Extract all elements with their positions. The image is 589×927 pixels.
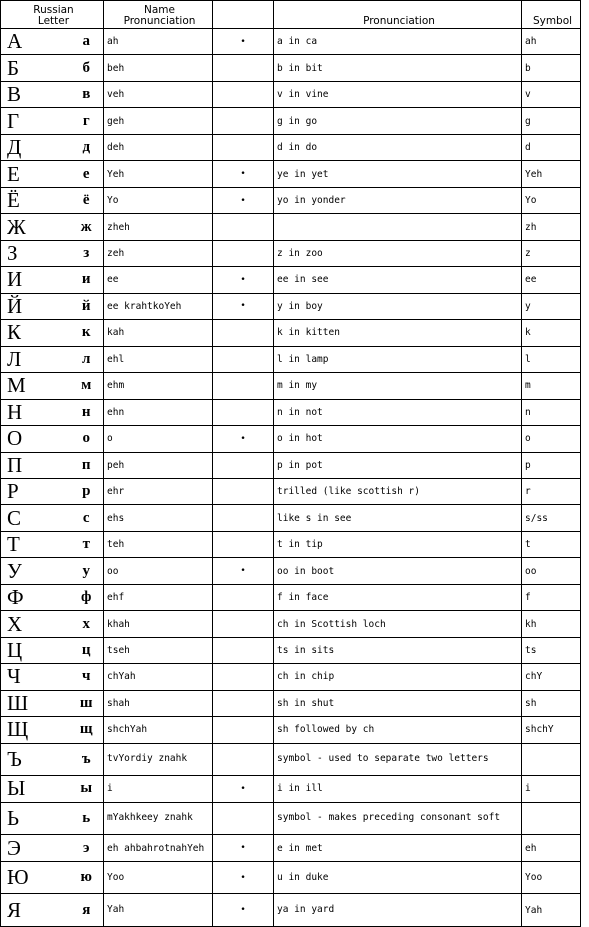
table-row xyxy=(1,743,581,776)
lowercase-letter: щ xyxy=(70,717,104,743)
transliteration-symbol: ts xyxy=(522,637,581,663)
lowercase-letter: й xyxy=(70,293,104,319)
name-pronunciation: geh xyxy=(104,108,213,134)
vowel-marker xyxy=(213,134,274,160)
lowercase-letter: ф xyxy=(70,584,104,610)
lowercase-letter: ы xyxy=(70,776,104,802)
name-pronunciation: ah xyxy=(104,29,213,55)
table-row xyxy=(1,558,581,584)
header-symbol: Symbol xyxy=(522,1,581,29)
vowel-marker xyxy=(213,214,274,240)
header-name-pronunciation: Name Pronunciation xyxy=(104,1,213,29)
table-row xyxy=(1,505,581,531)
uppercase-letter: Ь xyxy=(1,802,70,835)
table-row xyxy=(1,861,581,894)
lowercase-letter: г xyxy=(70,108,104,134)
pronunciation: u in duke xyxy=(274,861,522,894)
uppercase-letter: С xyxy=(1,505,70,531)
vowel-marker xyxy=(213,399,274,425)
pronunciation: ch in Scottish loch xyxy=(274,611,522,637)
table-row xyxy=(1,55,581,81)
vowel-marker xyxy=(213,373,274,399)
uppercase-letter: О xyxy=(1,426,70,452)
lowercase-letter: о xyxy=(70,426,104,452)
transliteration-symbol xyxy=(522,743,581,776)
uppercase-letter: Ы xyxy=(1,776,70,802)
transliteration-symbol: l xyxy=(522,346,581,372)
name-pronunciation: beh xyxy=(104,55,213,81)
pronunciation: k in kitten xyxy=(274,320,522,346)
transliteration-symbol: chY xyxy=(522,664,581,690)
header-pronunciation: Pronunciation xyxy=(274,1,522,29)
lowercase-letter: у xyxy=(70,558,104,584)
pronunciation: e in met xyxy=(274,835,522,861)
table-row xyxy=(1,161,581,187)
lowercase-letter: в xyxy=(70,81,104,107)
vowel-marker xyxy=(213,743,274,776)
table-row xyxy=(1,293,581,319)
vowel-marker xyxy=(213,346,274,372)
lowercase-letter: я xyxy=(70,894,104,927)
name-pronunciation: ehl xyxy=(104,346,213,372)
lowercase-letter: д xyxy=(70,134,104,160)
vowel-marker: • xyxy=(213,835,274,861)
vowel-marker xyxy=(213,320,274,346)
lowercase-letter: н xyxy=(70,399,104,425)
pronunciation: ch in chip xyxy=(274,664,522,690)
vowel-marker: • xyxy=(213,187,274,213)
uppercase-letter: Ж xyxy=(1,214,70,240)
transliteration-symbol: n xyxy=(522,399,581,425)
lowercase-letter: ё xyxy=(70,187,104,213)
transliteration-symbol: d xyxy=(522,134,581,160)
pronunciation: ee in see xyxy=(274,267,522,293)
pronunciation: a in ca xyxy=(274,29,522,55)
lowercase-letter: т xyxy=(70,531,104,557)
pronunciation: b in bit xyxy=(274,55,522,81)
uppercase-letter: И xyxy=(1,267,70,293)
pronunciation: v in vine xyxy=(274,81,522,107)
lowercase-letter: и xyxy=(70,267,104,293)
vowel-marker: • xyxy=(213,894,274,927)
lowercase-letter: з xyxy=(70,240,104,266)
lowercase-letter: ю xyxy=(70,861,104,894)
lowercase-letter: ч xyxy=(70,664,104,690)
pronunciation: d in do xyxy=(274,134,522,160)
alphabet-rows xyxy=(1,29,581,927)
pronunciation: t in tip xyxy=(274,531,522,557)
uppercase-letter: Я xyxy=(1,894,70,927)
transliteration-symbol: o xyxy=(522,426,581,452)
pronunciation: z in zoo xyxy=(274,240,522,266)
pronunciation xyxy=(274,214,522,240)
pronunciation: ye in yet xyxy=(274,161,522,187)
lowercase-letter: ь xyxy=(70,802,104,835)
transliteration-symbol: g xyxy=(522,108,581,134)
uppercase-letter: Е xyxy=(1,161,70,187)
name-pronunciation: ehn xyxy=(104,399,213,425)
pronunciation: g in go xyxy=(274,108,522,134)
pronunciation: yo in yonder xyxy=(274,187,522,213)
pronunciation: trilled (like scottish r) xyxy=(274,478,522,504)
transliteration-symbol: k xyxy=(522,320,581,346)
transliteration-symbol: f xyxy=(522,584,581,610)
name-pronunciation: o xyxy=(104,426,213,452)
vowel-marker: • xyxy=(213,161,274,187)
lowercase-letter: м xyxy=(70,373,104,399)
table-row xyxy=(1,664,581,690)
vowel-marker xyxy=(213,690,274,716)
lowercase-letter: ц xyxy=(70,637,104,663)
pronunciation: f in face xyxy=(274,584,522,610)
vowel-marker xyxy=(213,664,274,690)
pronunciation: ts in sits xyxy=(274,637,522,663)
name-pronunciation: peh xyxy=(104,452,213,478)
name-pronunciation: ehf xyxy=(104,584,213,610)
pronunciation: sh followed by ch xyxy=(274,717,522,743)
vowel-marker: • xyxy=(213,29,274,55)
name-pronunciation: shah xyxy=(104,690,213,716)
pronunciation: ya in yard xyxy=(274,894,522,927)
pronunciation: symbol - makes preceding consonant soft xyxy=(274,802,522,835)
lowercase-letter: ъ xyxy=(70,743,104,776)
transliteration-symbol: Yeh xyxy=(522,161,581,187)
name-pronunciation: oo xyxy=(104,558,213,584)
uppercase-letter: З xyxy=(1,240,70,266)
name-pronunciation: i xyxy=(104,776,213,802)
vowel-marker xyxy=(213,108,274,134)
name-pronunciation: eh ahbahrotnahYeh xyxy=(104,835,213,861)
transliteration-symbol: Yah xyxy=(522,894,581,927)
name-pronunciation: mYakhkeey znahk xyxy=(104,802,213,835)
transliteration-symbol: y xyxy=(522,293,581,319)
lowercase-letter: е xyxy=(70,161,104,187)
transliteration-symbol: m xyxy=(522,373,581,399)
vowel-marker xyxy=(213,478,274,504)
name-pronunciation: teh xyxy=(104,531,213,557)
table-row xyxy=(1,240,581,266)
name-pronunciation: zheh xyxy=(104,214,213,240)
pronunciation: o in hot xyxy=(274,426,522,452)
transliteration-symbol: zh xyxy=(522,214,581,240)
transliteration-symbol: v xyxy=(522,81,581,107)
name-pronunciation: tvYordiy znahk xyxy=(104,743,213,776)
vowel-marker xyxy=(213,611,274,637)
table-row xyxy=(1,187,581,213)
transliteration-symbol: p xyxy=(522,452,581,478)
table-row xyxy=(1,637,581,663)
name-pronunciation: ee krahtkoYeh xyxy=(104,293,213,319)
uppercase-letter: Й xyxy=(1,293,70,319)
name-pronunciation: Yoo xyxy=(104,861,213,894)
uppercase-letter: Щ xyxy=(1,717,70,743)
table-row xyxy=(1,373,581,399)
name-pronunciation: kah xyxy=(104,320,213,346)
vowel-marker: • xyxy=(213,293,274,319)
vowel-marker xyxy=(213,637,274,663)
uppercase-letter: У xyxy=(1,558,70,584)
vowel-marker: • xyxy=(213,861,274,894)
vowel-marker xyxy=(213,55,274,81)
name-pronunciation: ee xyxy=(104,267,213,293)
lowercase-letter: э xyxy=(70,835,104,861)
vowel-marker xyxy=(213,584,274,610)
vowel-marker: • xyxy=(213,558,274,584)
lowercase-letter: л xyxy=(70,346,104,372)
name-pronunciation: ehs xyxy=(104,505,213,531)
vowel-marker xyxy=(213,531,274,557)
table-row xyxy=(1,267,581,293)
pronunciation: sh in shut xyxy=(274,690,522,716)
uppercase-letter: Ц xyxy=(1,637,70,663)
transliteration-symbol: shchY xyxy=(522,717,581,743)
vowel-marker xyxy=(213,802,274,835)
name-pronunciation: ehm xyxy=(104,373,213,399)
pronunciation: like s in see xyxy=(274,505,522,531)
uppercase-letter: М xyxy=(1,373,70,399)
lowercase-letter: р xyxy=(70,478,104,504)
table-row xyxy=(1,452,581,478)
table-row xyxy=(1,776,581,802)
transliteration-symbol: oo xyxy=(522,558,581,584)
transliteration-symbol: b xyxy=(522,55,581,81)
table-row xyxy=(1,478,581,504)
name-pronunciation: tseh xyxy=(104,637,213,663)
table-row xyxy=(1,346,581,372)
name-pronunciation: ehr xyxy=(104,478,213,504)
table-row xyxy=(1,426,581,452)
name-pronunciation: chYah xyxy=(104,664,213,690)
uppercase-letter: П xyxy=(1,452,70,478)
header-vowel-marker xyxy=(213,1,274,29)
name-pronunciation: veh xyxy=(104,81,213,107)
transliteration-symbol: eh xyxy=(522,835,581,861)
table-row xyxy=(1,214,581,240)
header-row xyxy=(1,1,581,29)
lowercase-letter: б xyxy=(70,55,104,81)
uppercase-letter: К xyxy=(1,320,70,346)
pronunciation: p in pot xyxy=(274,452,522,478)
transliteration-symbol: r xyxy=(522,478,581,504)
vowel-marker: • xyxy=(213,426,274,452)
pronunciation: n in not xyxy=(274,399,522,425)
table-row xyxy=(1,81,581,107)
transliteration-symbol: Yoo xyxy=(522,861,581,894)
vowel-marker: • xyxy=(213,776,274,802)
uppercase-letter: Р xyxy=(1,478,70,504)
transliteration-symbol: ah xyxy=(522,29,581,55)
vowel-marker xyxy=(213,452,274,478)
table-row xyxy=(1,399,581,425)
name-pronunciation: shchYah xyxy=(104,717,213,743)
header-russian-letter: Russian Letter xyxy=(1,1,104,29)
pronunciation: i in ill xyxy=(274,776,522,802)
table-row xyxy=(1,134,581,160)
table-row xyxy=(1,29,581,55)
transliteration-symbol: ee xyxy=(522,267,581,293)
uppercase-letter: Ё xyxy=(1,187,70,213)
pronunciation: oo in boot xyxy=(274,558,522,584)
transliteration-symbol: sh xyxy=(522,690,581,716)
table-row xyxy=(1,835,581,861)
name-pronunciation: Yah xyxy=(104,894,213,927)
lowercase-letter: ш xyxy=(70,690,104,716)
uppercase-letter: А xyxy=(1,29,70,55)
vowel-marker xyxy=(213,240,274,266)
lowercase-letter: ж xyxy=(70,214,104,240)
transliteration-symbol: s/ss xyxy=(522,505,581,531)
transliteration-symbol: z xyxy=(522,240,581,266)
uppercase-letter: Э xyxy=(1,835,70,861)
uppercase-letter: Ш xyxy=(1,690,70,716)
table-row xyxy=(1,690,581,716)
transliteration-symbol: t xyxy=(522,531,581,557)
lowercase-letter: к xyxy=(70,320,104,346)
uppercase-letter: Б xyxy=(1,55,70,81)
table-row xyxy=(1,802,581,835)
transliteration-symbol: Yo xyxy=(522,187,581,213)
lowercase-letter: с xyxy=(70,505,104,531)
table-row xyxy=(1,611,581,637)
vowel-marker xyxy=(213,505,274,531)
lowercase-letter: х xyxy=(70,611,104,637)
table-row xyxy=(1,531,581,557)
table-row xyxy=(1,320,581,346)
uppercase-letter: Ч xyxy=(1,664,70,690)
uppercase-letter: Д xyxy=(1,134,70,160)
pronunciation: y in boy xyxy=(274,293,522,319)
lowercase-letter: п xyxy=(70,452,104,478)
uppercase-letter: Л xyxy=(1,346,70,372)
transliteration-symbol: i xyxy=(522,776,581,802)
name-pronunciation: khah xyxy=(104,611,213,637)
vowel-marker xyxy=(213,717,274,743)
uppercase-letter: Т xyxy=(1,531,70,557)
table-row xyxy=(1,584,581,610)
pronunciation: symbol - used to separate two letters xyxy=(274,743,522,776)
name-pronunciation: deh xyxy=(104,134,213,160)
transliteration-symbol xyxy=(522,802,581,835)
table-row xyxy=(1,717,581,743)
uppercase-letter: Ю xyxy=(1,861,70,894)
vowel-marker: • xyxy=(213,267,274,293)
name-pronunciation: zeh xyxy=(104,240,213,266)
transliteration-symbol: kh xyxy=(522,611,581,637)
uppercase-letter: Х xyxy=(1,611,70,637)
table-row xyxy=(1,108,581,134)
uppercase-letter: Г xyxy=(1,108,70,134)
table-row xyxy=(1,894,581,927)
uppercase-letter: В xyxy=(1,81,70,107)
pronunciation: m in my xyxy=(274,373,522,399)
name-pronunciation: Yo xyxy=(104,187,213,213)
vowel-marker xyxy=(213,81,274,107)
uppercase-letter: Ф xyxy=(1,584,70,610)
uppercase-letter: Ъ xyxy=(1,743,70,776)
name-pronunciation: Yeh xyxy=(104,161,213,187)
uppercase-letter: Н xyxy=(1,399,70,425)
lowercase-letter: а xyxy=(70,29,104,55)
pronunciation: l in lamp xyxy=(274,346,522,372)
